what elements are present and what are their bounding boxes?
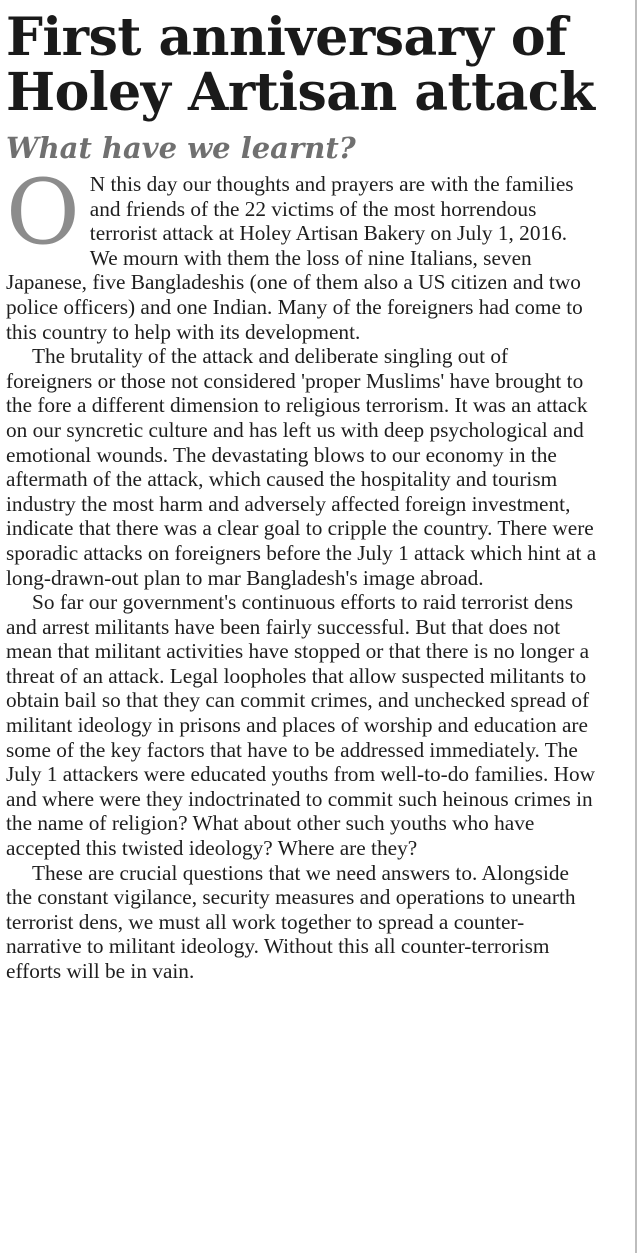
- editorial-article: [6, 7, 598, 984]
- subheadline: What have we learnt?: [6, 131, 356, 165]
- paragraph-1-text: N this day our thoughts and prayers are with the families and friends of the 22 victims of the most horrendous terrorist attack at Holey Artisan Bakery on July 1, 2016. We mourn with them the loss of nine Italians, seven Japanese, five Bangladeshis (one of them also a US citizen and two police officers) and one Indian. Many of the foreigners had come to this country to help with its development.: [6, 172, 583, 344]
- article-body: [6, 160, 598, 984]
- paragraph-4: These are crucial questions that we need answers to. Alongside the constant vigilance, security measures and operations to unearth terrorist dens, we must all work together to spread a counter-narrative to militant ideology. Without this all counter-terrorism efforts will be in vain.: [6, 860, 576, 983]
- headline: [6, 7, 598, 123]
- headline-line-1: First anniversary of: [6, 7, 567, 68]
- paragraph-2: The brutality of the attack and deliberate singling out of foreigners or those not considered 'proper Muslims' have brought to the fore a different dimension to religious terrorism. It was an attack on our syncretic culture and has left us with deep psychological and emotional wounds. The devastating blows to our economy in the aftermath of the attack, which caused the hospitality and tourism industry the most harm and adversely affected foreign investment, indicate that there was a clear goal to cripple the country. There were sporadic attacks on foreigners before the July 1 attack which hint at a long-drawn-out plan to mar Bangladesh's image abroad.: [6, 344, 597, 590]
- paragraph-3: So far our government's continuous efforts to raid terrorist dens and arrest militants have been fairly successful. But that does not mean that militant activities have stopped or that there is no longer a threat of an attack. Legal loopholes that allow suspected militants to obtain bail so that they can commit crimes, and unchecked spread of militant ideology in prisons and places of worship and education are some of the key factors that have to be addressed immediately. The July 1 attackers were educated youths from well-to-do families. How and where were they indoctrinated to commit such heinous crimes in the name of religion? What about other such youths who have accepted this twisted ideology? Where are they?: [6, 590, 596, 861]
- column-rule: [635, 0, 637, 1253]
- headline-line-2: Holey Artisan attack: [6, 62, 595, 123]
- drop-cap: O: [6, 160, 80, 265]
- paragraph-1: [6, 160, 598, 344]
